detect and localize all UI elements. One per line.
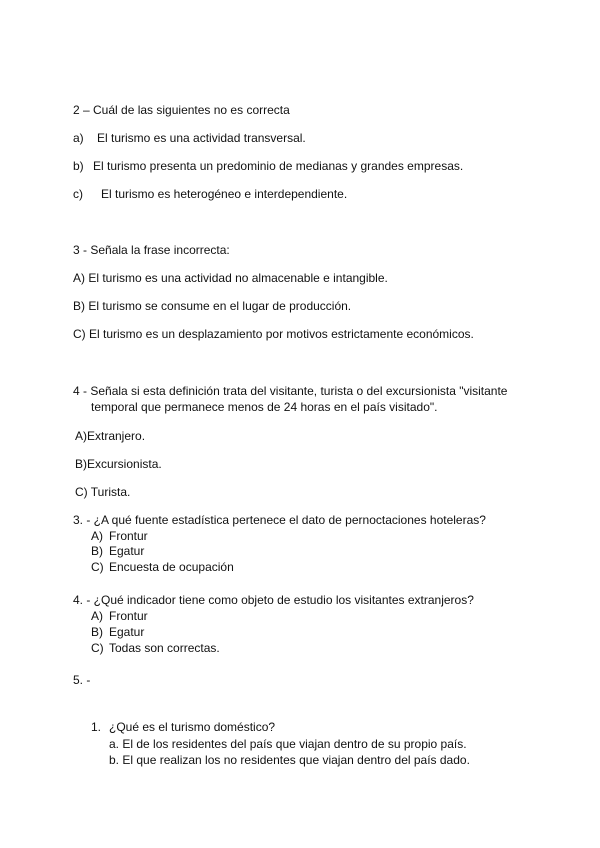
question-7-title: 5. - (73, 673, 91, 687)
question-5-option-a-text: Frontur (109, 529, 148, 543)
question-4-title-line-1: 4 - Señala si esta definición trata del visitante, turista o del excursionista "visitante (73, 384, 508, 398)
question-3-option-c: C) El turismo es un desplazamiento por motivos estrictamente económicos. (73, 327, 474, 341)
question-6-option-a-marker: A) (91, 609, 103, 623)
question-4-option-b: B)Excursionista. (75, 457, 162, 471)
question-2-option-c-marker: c) (73, 187, 83, 201)
question-3-option-b: B) El turismo se consume en el lugar de producción. (73, 299, 352, 313)
question-7-item-number: 1. (91, 720, 102, 734)
question-7-sub-option-b: b. El que realizan los no residentes que viajan dentro del país dado. (109, 753, 470, 767)
question-5-option-a-marker: A) (91, 529, 103, 543)
question-4-title-line-2: temporal que permanece menos de 24 horas en el país visitado". (91, 400, 438, 414)
question-2-option-b-marker: b) (73, 159, 84, 173)
question-2-option-a-text: El turismo es una actividad transversal. (97, 131, 306, 145)
question-6-title: 4. - ¿Qué indicador tiene como objeto de estudio los visitantes extranjeros? (73, 593, 474, 607)
question-5-option-b-text: Egatur (109, 544, 145, 558)
question-6-option-b-text: Egatur (109, 625, 145, 639)
question-7-sub-option-a: a. El de los residentes del país que viajan dentro de su propio país. (109, 737, 467, 751)
question-5-title: 3. - ¿A qué fuente estadística pertenece el dato de pernoctaciones hoteleras? (73, 513, 486, 527)
question-4-option-a: A)Extranjero. (75, 429, 146, 443)
question-2-title: 2 – Cuál de las siguientes no es correcta (73, 103, 290, 117)
question-3-option-a: A) El turismo es una actividad no almacenable e intangible. (73, 271, 388, 285)
question-2-option-b-text: El turismo presenta un predominio de medianas y grandes empresas. (93, 159, 464, 173)
question-2-option-c-text: El turismo es heterogéneo e interdependiente. (101, 187, 348, 201)
question-5-option-c-text: Encuesta de ocupación (109, 560, 234, 574)
question-5-option-c-marker: C) (91, 560, 104, 574)
question-6-option-c-marker: C) (91, 641, 104, 655)
question-2-option-a-marker: a) (73, 131, 84, 145)
question-6-option-a-text: Frontur (109, 609, 148, 623)
question-4-option-c: C) Turista. (75, 485, 131, 499)
question-5-option-b-marker: B) (91, 544, 103, 558)
question-3-title: 3 - Señala la frase incorrecta: (73, 243, 230, 257)
question-7-item-text: ¿Qué es el turismo doméstico? (109, 720, 276, 734)
question-6-option-c-text: Todas son correctas. (109, 641, 220, 655)
question-6-option-b-marker: B) (91, 625, 103, 639)
